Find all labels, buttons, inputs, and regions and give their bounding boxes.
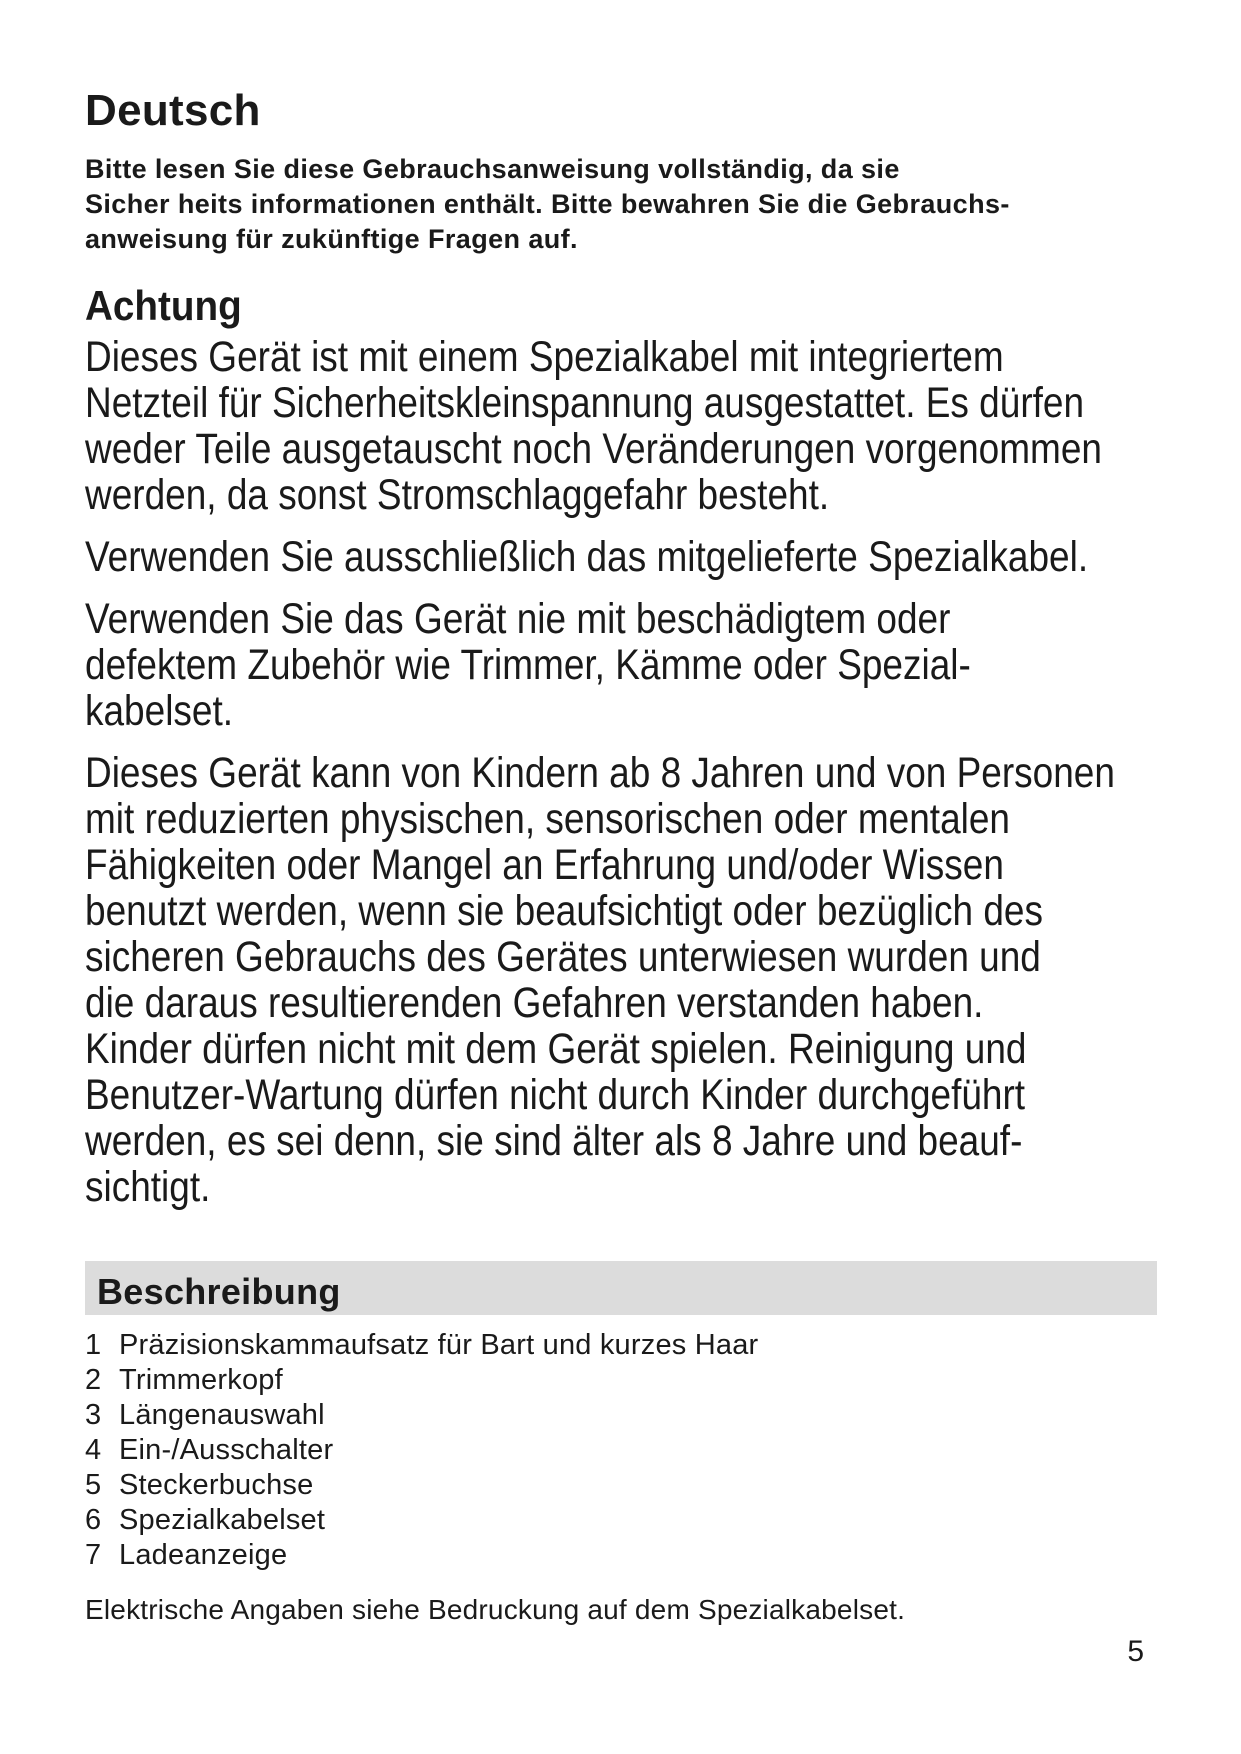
item-number: 7 [85, 1539, 102, 1571]
electrical-note: Elektrische Angaben siehe Bedruckung auf dem Spezialkabelset. [85, 1594, 906, 1625]
text-line: Netzteil für Sicherheitskleinspannung ausgestattet. Es dürfen [85, 379, 1085, 427]
warning-paragraph [85, 334, 1117, 518]
warning-paragraph [85, 596, 1117, 734]
item-number: 1 [85, 1329, 102, 1361]
intro-line: Sicher heits informationen enthält. Bitte bewahren Sie die Gebrauchs- [85, 189, 1010, 219]
intro-line: anweisung für zukünftige Fragen auf. [85, 224, 578, 254]
list-item [85, 1398, 758, 1433]
item-label: Ein-/Ausschalter [119, 1434, 334, 1466]
list-item [85, 1538, 758, 1573]
item-number: 2 [85, 1364, 102, 1396]
language-heading: Deutsch [85, 86, 261, 135]
item-label: Längenauswahl [119, 1399, 325, 1431]
description-heading: Beschreibung [97, 1271, 341, 1312]
item-number: 3 [85, 1399, 102, 1431]
item-label: Spezialkabelset [119, 1504, 326, 1536]
item-number: 6 [85, 1504, 102, 1536]
item-number: 5 [85, 1469, 102, 1501]
text-line: die daraus resultierenden Gefahren verstanden haben. [85, 979, 984, 1027]
text-line: Kinder dürfen nicht mit dem Gerät spielen. Reinigung und [85, 1025, 1027, 1073]
warning-body [85, 334, 1117, 1226]
text-line: benutzt werden, wenn sie beaufsichtigt oder bezüglich des [85, 887, 1043, 935]
text-line: sicheren Gebrauchs des Gerätes unterwiesen wurden und [85, 933, 1041, 981]
item-label: Trimmerkopf [119, 1364, 283, 1396]
text-line: Dieses Gerät kann von Kindern ab 8 Jahren und von Personen [85, 749, 1115, 797]
item-number: 4 [85, 1434, 102, 1466]
intro-line: Bitte lesen Sie diese Gebrauchsanweisung vollständig, da sie [85, 154, 900, 184]
list-item [85, 1328, 758, 1363]
text-line: mit reduzierten physischen, sensorischen oder mentalen [85, 795, 1010, 843]
description-section-bar [85, 1261, 1157, 1315]
intro-notice [85, 152, 1175, 257]
list-item [85, 1363, 758, 1398]
text-line: sichtigt. [85, 1163, 211, 1211]
parts-list [85, 1328, 758, 1573]
text-line: defektem Zubehör wie Trimmer, Kämme oder Spezial- [85, 641, 971, 689]
text-line: Dieses Gerät ist mit einem Spezialkabel mit integriertem [85, 333, 1004, 381]
text-line: werden, es sei denn, sie sind älter als 8 Jahre und beauf- [85, 1117, 1023, 1165]
warning-paragraph [85, 750, 1117, 1210]
text-line: Verwenden Sie das Gerät nie mit beschädigtem oder [85, 595, 951, 643]
item-label: Steckerbuchse [119, 1469, 314, 1501]
list-item [85, 1503, 758, 1538]
text-line: Fähigkeiten oder Mangel an Erfahrung und/oder Wissen [85, 841, 1004, 889]
item-label: Ladeanzeige [119, 1539, 288, 1571]
list-item [85, 1433, 758, 1468]
text-line: Verwenden Sie ausschließlich das mitgelieferte Spezialkabel. [85, 533, 1089, 581]
text-line: Benutzer-Wartung dürfen nicht durch Kinder durchgeführt [85, 1071, 1026, 1119]
list-item [85, 1468, 758, 1503]
warning-heading: Achtung [85, 282, 242, 329]
text-line: werden, da sonst Stromschlaggefahr besteht. [85, 471, 830, 519]
text-line: weder Teile ausgetauscht noch Veränderungen vorgenommen [85, 425, 1102, 473]
page-number: 5 [1127, 1635, 1144, 1668]
text-line: kabelset. [85, 687, 234, 735]
warning-paragraph [85, 534, 1117, 580]
item-label: Präzisionskammaufsatz für Bart und kurzes Haar [119, 1329, 759, 1361]
